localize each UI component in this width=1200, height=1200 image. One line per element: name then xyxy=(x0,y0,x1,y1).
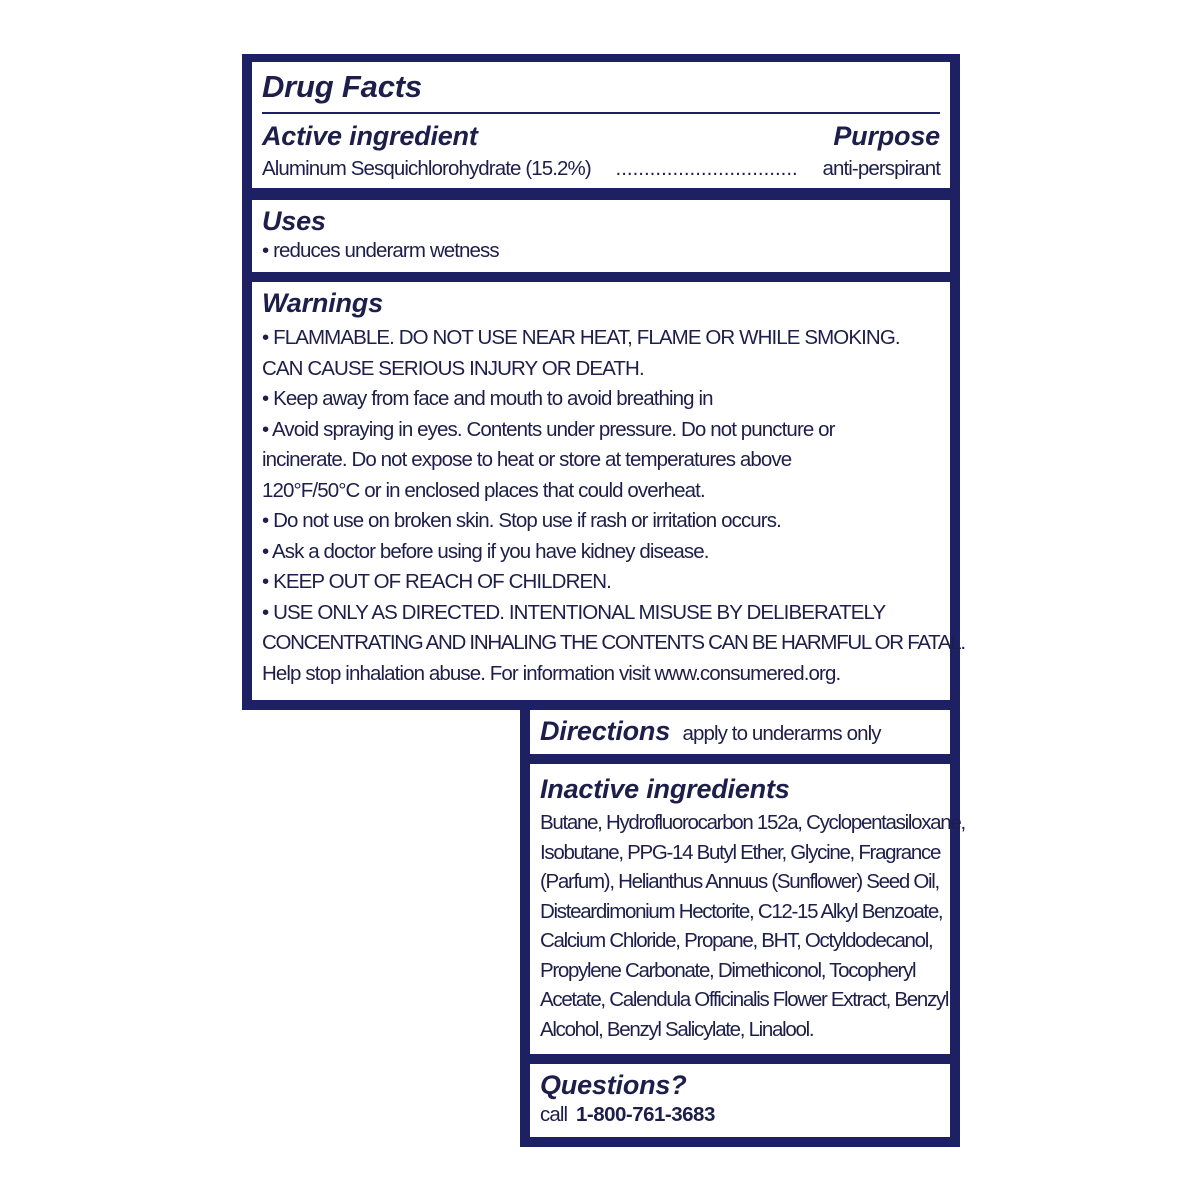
warnings-line: • Keep away from face and mouth to avoid breathing in xyxy=(262,387,713,410)
call-label: call xyxy=(540,1103,568,1126)
warnings-line: • Do not use on broken skin. Stop use if rash or irritation occurs. xyxy=(262,509,781,532)
warnings-line: Help stop inhalation abuse. For information visit www.consumered.org. xyxy=(262,661,841,685)
active-ingredient-name: Aluminum Sesquichlorohydrate (15.2%) xyxy=(262,157,591,180)
inactive-ingredients-line: Butane, Hydrofluorocarbon 152a, Cyclopentasiloxane, xyxy=(540,811,965,834)
directions-row xyxy=(540,712,881,750)
warnings-line: • KEEP OUT OF REACH OF CHILDREN. xyxy=(262,570,611,593)
inactive-ingredients-line: Calcium Chloride, Propane, BHT, Octyldodecanol, xyxy=(540,929,933,952)
warnings-line: • Ask a doctor before using if you have kidney disease. xyxy=(262,539,709,563)
title-divider xyxy=(262,112,940,114)
warnings-line: CONCENTRATING AND INHALING THE CONTENTS CAN BE HARMFUL OR FATAL. xyxy=(262,631,965,654)
questions-panel xyxy=(530,1064,950,1137)
directions-panel xyxy=(530,710,950,754)
warnings-line: • USE ONLY AS DIRECTED. INTENTIONAL MISUSE BY DELIBERATELY xyxy=(262,600,886,624)
active-ingredient-row xyxy=(262,154,940,185)
inactive-ingredients-line: (Parfum), Helianthus Annuus (Sunflower) Seed Oil, xyxy=(540,870,939,893)
warnings-line: • Avoid spraying in eyes. Contents under pressure. Do not puncture or xyxy=(262,417,835,441)
warnings-line: 120°F/50°C or in enclosed places that could overheat. xyxy=(262,478,705,502)
inactive-ingredients-line: Alcohol, Benzyl Salicylate, Linalool. xyxy=(540,1017,814,1041)
inactive-ingredients-heading: Inactive ingredients xyxy=(540,774,790,804)
directions-text: apply to underarms only xyxy=(682,722,881,745)
warnings-line: • FLAMMABLE. DO NOT USE NEAR HEAT, FLAME OR WHILE SMOKING. xyxy=(262,326,900,349)
questions-heading: Questions? xyxy=(540,1070,687,1100)
inactive-ingredients-line: Disteardimonium Hectorite, C12-15 Alkyl Benzoate, xyxy=(540,899,943,923)
phone-number[interactable]: 1-800-761-3683 xyxy=(575,1103,715,1126)
active-ingredient-panel xyxy=(252,62,950,188)
inactive-ingredients-line: Propylene Carbonate, Dimethiconol, Tocopheryl xyxy=(540,958,916,982)
questions-contact xyxy=(540,1100,715,1131)
warnings-line: CAN CAUSE SERIOUS INJURY OR DEATH. xyxy=(262,356,644,380)
uses-heading: Uses xyxy=(262,206,326,236)
inactive-ingredients-line: Acetate, Calendula Officinalis Flower Extract, Benzyl xyxy=(540,988,949,1011)
uses-item: • reduces underarm wetness xyxy=(262,239,499,262)
directions-heading: Directions xyxy=(540,716,671,746)
warnings-list xyxy=(262,323,965,689)
leader-dots: ................................ xyxy=(615,157,798,180)
inactive-ingredients-line: Isobutane, PPG-14 Butyl Ether, Glycine, Fragrance xyxy=(540,840,941,864)
warnings-panel xyxy=(252,282,965,700)
warnings-line: incinerate. Do not expose to heat or store at temperatures above xyxy=(262,448,792,471)
drug-facts-title: Drug Facts xyxy=(262,69,422,104)
inactive-ingredients-panel xyxy=(530,764,965,1054)
uses-panel xyxy=(252,200,950,272)
purpose-value: anti-perspirant xyxy=(822,157,940,180)
inactive-ingredients-list xyxy=(540,808,965,1044)
purpose-heading: Purpose xyxy=(833,121,940,151)
warnings-heading: Warnings xyxy=(262,288,383,318)
active-ingredient-heading: Active ingredient xyxy=(262,121,478,151)
